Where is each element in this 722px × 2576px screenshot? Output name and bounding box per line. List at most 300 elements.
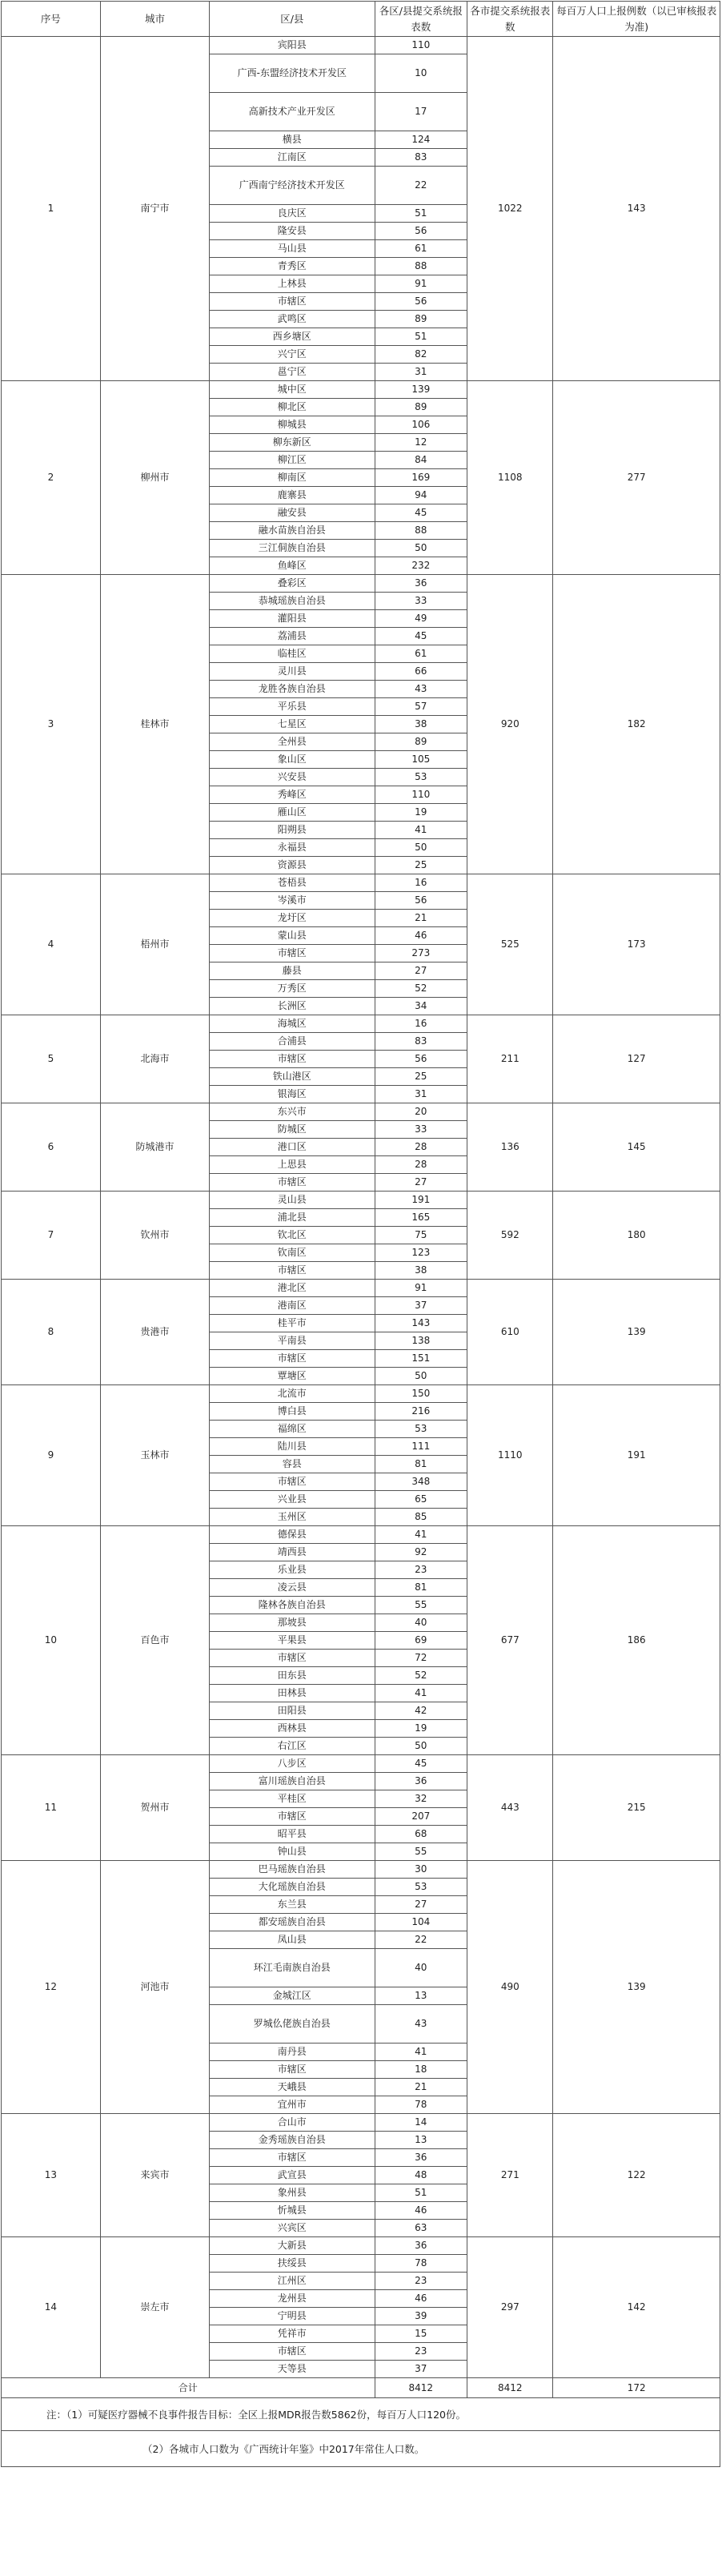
district-count-cell: 38 [375,716,467,733]
city-per-million-cell: 173 [553,874,720,1015]
district-count-cell: 46 [375,2202,467,2220]
district-count-cell: 66 [375,663,467,681]
city-per-million-cell: 122 [553,2114,720,2237]
district-count-cell: 25 [375,1068,467,1086]
table-row [2,2237,720,2255]
district-name-cell: 北流市 [210,1385,375,1403]
district-count-cell: 63 [375,2220,467,2237]
district-count-cell: 165 [375,1209,467,1227]
district-count-cell: 94 [375,487,467,504]
city-total-cell: 297 [467,2237,553,2378]
mdr-report-table [1,1,720,2467]
district-count-cell: 150 [375,1385,467,1403]
district-name-cell: 钦南区 [210,1244,375,1262]
district-name-cell: 武宣县 [210,2167,375,2184]
district-name-cell: 浦北县 [210,1209,375,1227]
district-name-cell: 江州区 [210,2273,375,2290]
city-name-cell: 河池市 [100,1861,209,2114]
district-count-cell: 81 [375,1579,467,1597]
district-name-cell: 龙州县 [210,2290,375,2308]
table-row [2,1192,720,1209]
district-name-cell: 平桂区 [210,1790,375,1808]
district-name-cell: 兴宁区 [210,346,375,364]
district-name-cell: 覃塘区 [210,1368,375,1385]
district-count-cell: 19 [375,1720,467,1738]
district-name-cell: 广西南宁经济技术开发区 [210,167,375,205]
district-name-cell: 大新县 [210,2237,375,2255]
district-name-cell: 平南县 [210,1332,375,1350]
district-count-cell: 20 [375,1103,467,1121]
table-row [2,1526,720,1544]
district-count-cell: 43 [375,2005,467,2044]
district-name-cell: 七星区 [210,716,375,733]
district-count-cell: 55 [375,1597,467,1614]
district-count-cell: 22 [375,1931,467,1949]
district-name-cell: 防城区 [210,1121,375,1139]
district-count-cell: 43 [375,681,467,698]
total-row [2,2378,720,2398]
district-name-cell: 宜州市 [210,2096,375,2114]
district-count-cell: 45 [375,1755,467,1773]
district-count-cell: 92 [375,1544,467,1561]
district-name-cell: 市辖区 [210,2149,375,2167]
district-name-cell: 叠彩区 [210,575,375,593]
city-total-cell: 211 [467,1015,553,1103]
district-name-cell: 长洲区 [210,998,375,1015]
district-name-cell: 市辖区 [210,293,375,311]
city-total-cell: 1110 [467,1385,553,1526]
table-row [2,381,720,399]
district-count-cell: 23 [375,2273,467,2290]
district-count-cell: 124 [375,131,467,149]
district-name-cell: 金城江区 [210,1987,375,2005]
district-count-cell: 22 [375,167,467,205]
district-count-cell: 27 [375,1174,467,1192]
city-total-cell: 271 [467,2114,553,2237]
district-count-cell: 53 [375,1421,467,1438]
district-name-cell: 凤山县 [210,1931,375,1949]
district-count-cell: 53 [375,1879,467,1896]
district-count-cell: 110 [375,37,467,54]
district-name-cell: 合山市 [210,2114,375,2132]
district-name-cell: 灌阳县 [210,610,375,628]
city-name-cell: 贺州市 [100,1755,209,1861]
district-name-cell: 秀峰区 [210,786,375,804]
district-name-cell: 鹿寨县 [210,487,375,504]
header-per-million: 每百万人口上报例数（以已审核报表为准) [553,2,720,37]
city-index-cell: 8 [2,1280,101,1385]
district-name-cell: 青秀区 [210,258,375,275]
district-name-cell: 田林县 [210,1685,375,1702]
city-name-cell: 来宾市 [100,2114,209,2237]
district-count-cell: 61 [375,240,467,258]
district-count-cell: 78 [375,2255,467,2273]
district-name-cell: 市辖区 [210,1174,375,1192]
district-name-cell: 灵川县 [210,663,375,681]
district-count-cell: 139 [375,381,467,399]
district-count-cell: 18 [375,2061,467,2079]
district-count-cell: 16 [375,874,467,892]
district-name-cell: 柳城县 [210,416,375,434]
district-name-cell: 昭平县 [210,1826,375,1843]
district-count-cell: 51 [375,205,467,223]
district-count-cell: 88 [375,258,467,275]
district-name-cell: 富川瑶族自治县 [210,1773,375,1790]
city-name-cell: 南宁市 [100,37,209,381]
district-name-cell: 蒙山县 [210,927,375,945]
city-per-million-cell: 215 [553,1755,720,1861]
district-name-cell: 大化瑶族自治县 [210,1879,375,1896]
table-row [2,1755,720,1773]
district-count-cell: 50 [375,540,467,557]
district-name-cell: 隆林各族自治县 [210,1597,375,1614]
district-name-cell: 临桂区 [210,645,375,663]
district-count-cell: 27 [375,962,467,980]
district-count-cell: 38 [375,1262,467,1280]
city-total-cell: 490 [467,1861,553,2114]
city-per-million-cell: 142 [553,2237,720,2378]
district-count-cell: 52 [375,980,467,998]
district-name-cell: 博白县 [210,1403,375,1421]
district-name-cell: 永福县 [210,839,375,857]
district-count-cell: 49 [375,610,467,628]
district-count-cell: 82 [375,346,467,364]
city-name-cell: 钦州市 [100,1192,209,1280]
district-count-cell: 123 [375,1244,467,1262]
district-count-cell: 36 [375,575,467,593]
district-name-cell: 钟山县 [210,1843,375,1861]
district-count-cell: 51 [375,328,467,346]
district-name-cell: 荔浦县 [210,628,375,645]
district-name-cell: 恭城瑶族自治县 [210,593,375,610]
district-count-cell: 56 [375,223,467,240]
city-name-cell: 柳州市 [100,381,209,575]
district-count-cell: 15 [375,2325,467,2343]
city-index-cell: 9 [2,1385,101,1526]
district-name-cell: 龙胜各族自治县 [210,681,375,698]
district-name-cell: 武鸣区 [210,311,375,328]
district-count-cell: 55 [375,1843,467,1861]
table-body [2,37,720,2378]
district-count-cell: 40 [375,1614,467,1632]
district-name-cell: 福绵区 [210,1421,375,1438]
district-name-cell: 凌云县 [210,1579,375,1597]
district-count-cell: 37 [375,1297,467,1315]
district-name-cell: 柳北区 [210,399,375,416]
district-name-cell: 容县 [210,1456,375,1473]
district-count-cell: 89 [375,733,467,751]
district-count-cell: 41 [375,2044,467,2061]
city-index-cell: 5 [2,1015,101,1103]
district-count-cell: 273 [375,945,467,962]
district-count-cell: 50 [375,1368,467,1385]
district-count-cell: 28 [375,1139,467,1156]
district-name-cell: 天等县 [210,2361,375,2378]
table-row [2,575,720,593]
district-count-cell: 65 [375,1491,467,1509]
district-name-cell: 万秀区 [210,980,375,998]
district-name-cell: 凭祥市 [210,2325,375,2343]
table-row [2,1103,720,1121]
district-name-cell: 上林县 [210,275,375,293]
district-count-cell: 106 [375,416,467,434]
district-count-cell: 83 [375,149,467,167]
table-row [2,874,720,892]
city-total-cell: 592 [467,1192,553,1280]
district-count-cell: 91 [375,1280,467,1297]
city-index-cell: 14 [2,2237,101,2378]
district-name-cell: 市辖区 [210,1473,375,1491]
city-name-cell: 崇左市 [100,2237,209,2378]
district-name-cell: 市辖区 [210,1051,375,1068]
city-per-million-cell: 191 [553,1385,720,1526]
city-index-cell: 6 [2,1103,101,1192]
district-name-cell: 良庆区 [210,205,375,223]
district-count-cell: 28 [375,1156,467,1174]
district-name-cell: 东兴市 [210,1103,375,1121]
city-per-million-cell: 277 [553,381,720,575]
district-name-cell: 巴马瑶族自治县 [210,1861,375,1879]
district-name-cell: 阳朔县 [210,822,375,839]
city-per-million-cell: 139 [553,1861,720,2114]
city-per-million-cell: 182 [553,575,720,874]
city-index-cell: 1 [2,37,101,381]
district-name-cell: 港口区 [210,1139,375,1156]
city-index-cell: 10 [2,1526,101,1755]
table-row [2,1280,720,1297]
district-name-cell: 靖西县 [210,1544,375,1561]
district-name-cell: 钦北区 [210,1227,375,1244]
district-name-cell: 全州县 [210,733,375,751]
district-name-cell: 横县 [210,131,375,149]
header-district: 区/县 [210,2,375,37]
district-count-cell: 53 [375,769,467,786]
district-count-cell: 85 [375,1509,467,1526]
district-name-cell: 广西-东盟经济技术开发区 [210,54,375,93]
district-count-cell: 78 [375,2096,467,2114]
table-row [2,1861,720,1879]
district-name-cell: 田东县 [210,1667,375,1685]
district-name-cell: 柳江区 [210,452,375,469]
district-name-cell: 雁山区 [210,804,375,822]
district-count-cell: 56 [375,1051,467,1068]
district-count-cell: 41 [375,822,467,839]
district-name-cell: 资源县 [210,857,375,874]
district-name-cell: 宾阳县 [210,37,375,54]
district-count-cell: 69 [375,1632,467,1650]
city-name-cell: 玉林市 [100,1385,209,1526]
table-row [2,1385,720,1403]
district-name-cell: 上思县 [210,1156,375,1174]
district-count-cell: 23 [375,1561,467,1579]
district-name-cell: 玉州区 [210,1509,375,1526]
district-name-cell: 苍梧县 [210,874,375,892]
district-count-cell: 68 [375,1826,467,1843]
city-index-cell: 3 [2,575,101,874]
city-per-million-cell: 180 [553,1192,720,1280]
district-count-cell: 33 [375,593,467,610]
district-name-cell: 港南区 [210,1297,375,1315]
note-row-2 [2,2431,720,2467]
district-name-cell: 都安瑶族自治县 [210,1914,375,1931]
district-name-cell: 那坡县 [210,1614,375,1632]
district-count-cell: 46 [375,2290,467,2308]
district-name-cell: 柳南区 [210,469,375,487]
district-name-cell: 岑溪市 [210,892,375,910]
city-per-million-cell: 145 [553,1103,720,1192]
city-total-cell: 677 [467,1526,553,1755]
district-name-cell: 陆川县 [210,1438,375,1456]
total-district-sum: 8412 [375,2378,467,2398]
district-name-cell: 八步区 [210,1755,375,1773]
header-city-count: 各市提交系统报表数 [467,2,553,37]
district-count-cell: 32 [375,1790,467,1808]
district-count-cell: 13 [375,1987,467,2005]
district-count-cell: 57 [375,698,467,716]
district-count-cell: 21 [375,910,467,927]
district-name-cell: 融水苗族自治县 [210,522,375,540]
district-count-cell: 50 [375,839,467,857]
district-count-cell: 56 [375,293,467,311]
city-name-cell: 百色市 [100,1526,209,1755]
district-name-cell: 市辖区 [210,1650,375,1667]
header-city: 城市 [100,2,209,37]
district-name-cell: 邕宁区 [210,364,375,381]
district-count-cell: 46 [375,927,467,945]
district-name-cell: 罗城仫佬族自治县 [210,2005,375,2044]
district-name-cell: 象山区 [210,751,375,769]
district-name-cell: 市辖区 [210,945,375,962]
district-count-cell: 27 [375,1896,467,1914]
district-count-cell: 143 [375,1315,467,1332]
district-count-cell: 42 [375,1702,467,1720]
district-count-cell: 61 [375,645,467,663]
district-count-cell: 88 [375,522,467,540]
district-name-cell: 兴宾区 [210,2220,375,2237]
table-row [2,1015,720,1033]
city-name-cell: 梧州市 [100,874,209,1015]
district-count-cell: 19 [375,804,467,822]
district-count-cell: 40 [375,1949,467,1987]
district-name-cell: 德保县 [210,1526,375,1544]
district-name-cell: 柳东新区 [210,434,375,452]
district-name-cell: 融安县 [210,504,375,522]
table-row [2,37,720,54]
district-count-cell: 48 [375,2167,467,2184]
district-count-cell: 348 [375,1473,467,1491]
note-1: 注：（1）可疑医疗器械不良事件报告目标：全区上报MDR报告数5862份，每百万人口120份。 [2,2398,720,2431]
city-index-cell: 13 [2,2114,101,2237]
district-count-cell: 72 [375,1650,467,1667]
district-count-cell: 52 [375,1667,467,1685]
district-count-cell: 36 [375,2149,467,2167]
city-name-cell: 防城港市 [100,1103,209,1192]
district-name-cell: 平乐县 [210,698,375,716]
district-count-cell: 12 [375,434,467,452]
city-total-cell: 525 [467,874,553,1015]
district-count-cell: 14 [375,2114,467,2132]
district-name-cell: 高新技术产业开发区 [210,93,375,131]
city-total-cell: 136 [467,1103,553,1192]
district-name-cell: 海城区 [210,1015,375,1033]
district-name-cell: 兴业县 [210,1491,375,1509]
district-count-cell: 41 [375,1526,467,1544]
header-index: 序号 [2,2,101,37]
district-count-cell: 89 [375,399,467,416]
district-count-cell: 13 [375,2132,467,2149]
district-name-cell: 环江毛南族自治县 [210,1949,375,1987]
district-count-cell: 207 [375,1808,467,1826]
district-name-cell: 西林县 [210,1720,375,1738]
city-name-cell: 桂林市 [100,575,209,874]
district-count-cell: 36 [375,2237,467,2255]
district-name-cell: 马山县 [210,240,375,258]
district-count-cell: 151 [375,1350,467,1368]
total-per-million: 172 [553,2378,720,2398]
district-count-cell: 37 [375,2361,467,2378]
city-total-cell: 920 [467,575,553,874]
district-count-cell: 25 [375,857,467,874]
district-count-cell: 31 [375,364,467,381]
district-name-cell: 忻城县 [210,2202,375,2220]
city-index-cell: 4 [2,874,101,1015]
total-label: 合计 [2,2378,375,2398]
district-name-cell: 合浦县 [210,1033,375,1051]
total-city-sum: 8412 [467,2378,553,2398]
district-count-cell: 31 [375,1086,467,1103]
city-total-cell: 610 [467,1280,553,1385]
district-count-cell: 45 [375,504,467,522]
city-index-cell: 2 [2,381,101,575]
district-name-cell: 市辖区 [210,2343,375,2361]
district-name-cell: 鱼峰区 [210,557,375,575]
district-count-cell: 16 [375,1015,467,1033]
district-name-cell: 市辖区 [210,1262,375,1280]
city-per-million-cell: 143 [553,37,720,381]
district-name-cell: 铁山港区 [210,1068,375,1086]
district-count-cell: 50 [375,1738,467,1755]
district-name-cell: 隆安县 [210,223,375,240]
district-count-cell: 81 [375,1456,467,1473]
district-name-cell: 江南区 [210,149,375,167]
district-count-cell: 41 [375,1685,467,1702]
district-name-cell: 市辖区 [210,1808,375,1826]
district-count-cell: 33 [375,1121,467,1139]
district-name-cell: 三江侗族自治县 [210,540,375,557]
district-count-cell: 23 [375,2343,467,2361]
district-name-cell: 西乡塘区 [210,328,375,346]
district-count-cell: 21 [375,2079,467,2096]
district-count-cell: 191 [375,1192,467,1209]
district-name-cell: 宁明县 [210,2308,375,2325]
district-count-cell: 51 [375,2184,467,2202]
city-per-million-cell: 186 [553,1526,720,1755]
city-index-cell: 11 [2,1755,101,1861]
district-count-cell: 83 [375,1033,467,1051]
city-per-million-cell: 139 [553,1280,720,1385]
district-count-cell: 75 [375,1227,467,1244]
district-count-cell: 30 [375,1861,467,1879]
city-total-cell: 1108 [467,381,553,575]
district-count-cell: 39 [375,2308,467,2325]
district-count-cell: 34 [375,998,467,1015]
city-total-cell: 1022 [467,37,553,381]
city-total-cell: 443 [467,1755,553,1861]
district-count-cell: 91 [375,275,467,293]
district-name-cell: 城中区 [210,381,375,399]
district-count-cell: 104 [375,1914,467,1931]
district-name-cell: 市辖区 [210,1350,375,1368]
